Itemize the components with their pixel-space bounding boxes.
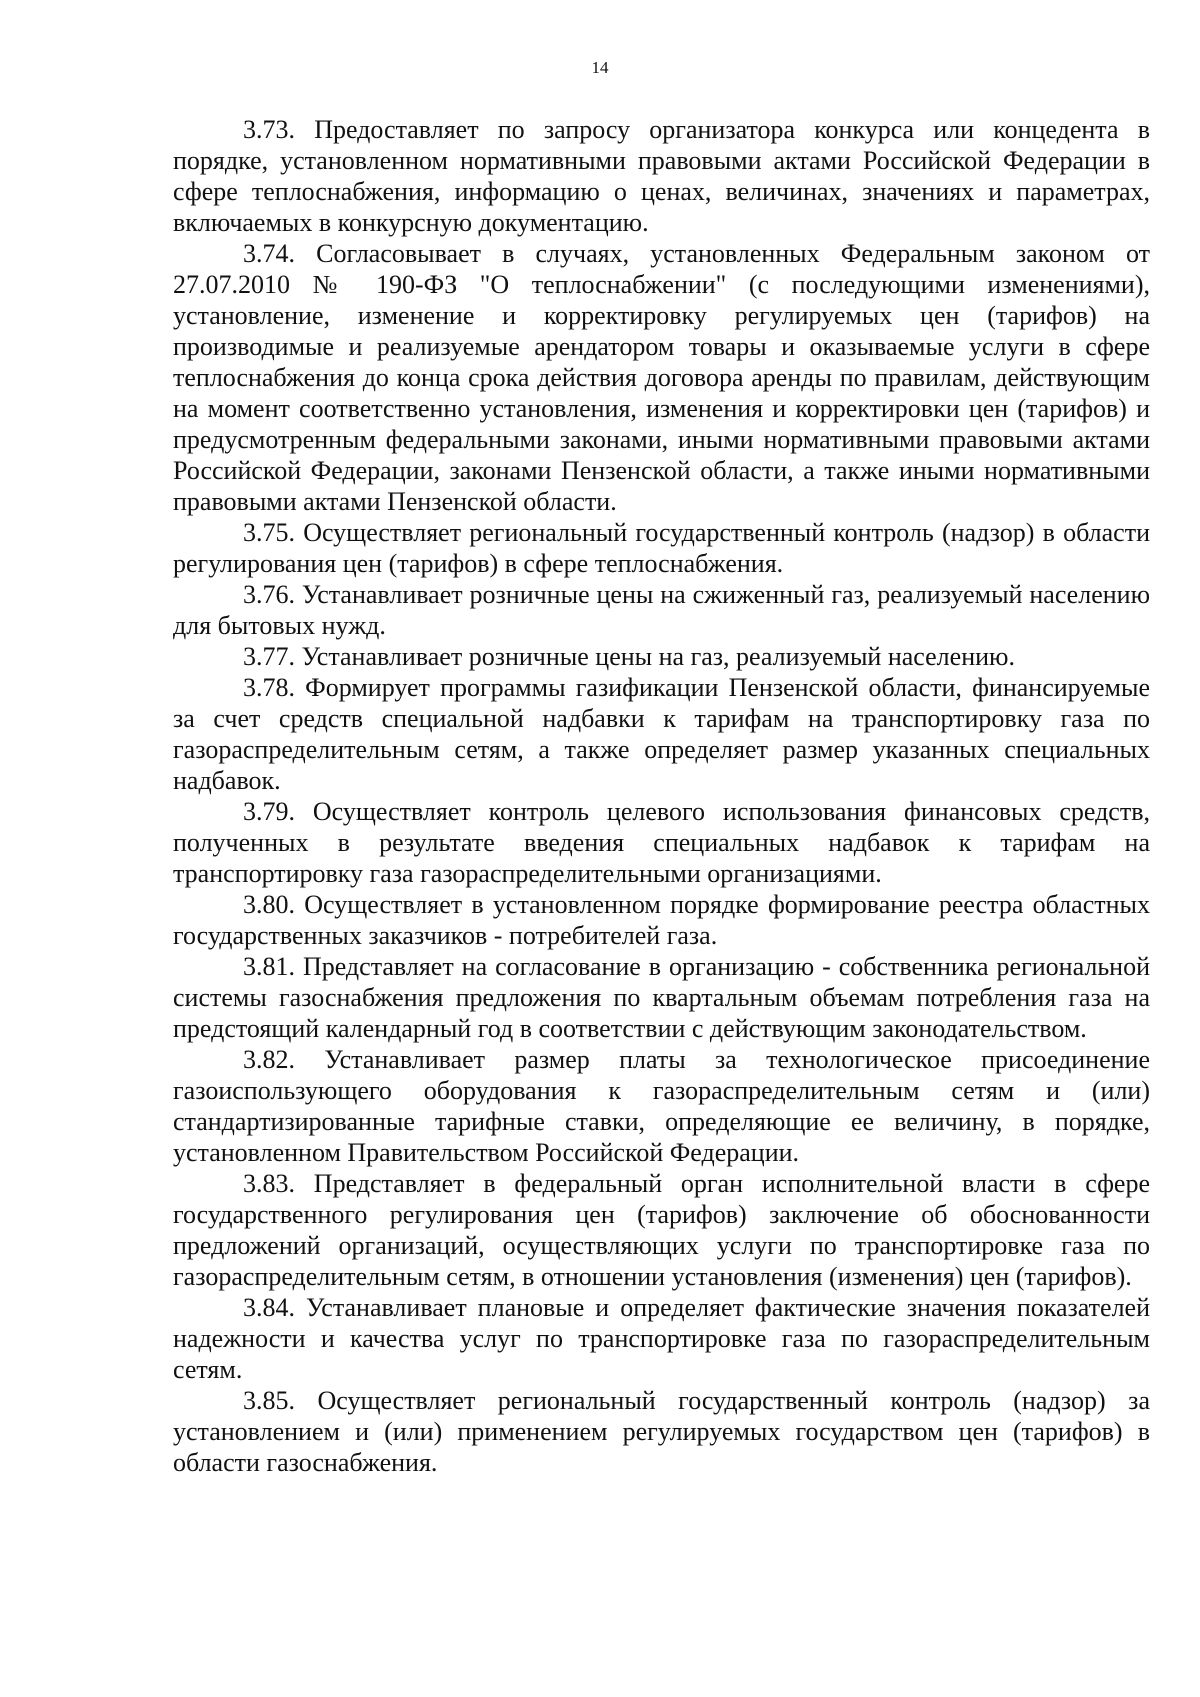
- paragraph-3-84: 3.84. Устанавливает плановые и определяет фактические значения показателей надежности и качества услуг по транспортировке газа по газораспределительным сетям.: [173, 1293, 1150, 1384]
- paragraph-3-80: 3.80. Осуществляет в установленном порядке формирование реестра областных государственных заказчиков - потребителей газа.: [173, 890, 1150, 950]
- paragraph-3-76: 3.76. Устанавливает розничные цены на сжиженный газ, реализуемый населению для бытовых нужд.: [173, 580, 1150, 640]
- paragraph-3-75: 3.75. Осуществляет региональный государственный контроль (надзор) в области регулирования цен (тарифов) в сфере теплоснабжения.: [173, 518, 1150, 578]
- paragraph-3-73: 3.73. Предоставляет по запросу организатора конкурса или концедента в порядке, установленном нормативными правовыми актами Российской Федерации в сфере теплоснабжения, информацию о ценах, величинах, значениях и параметрах, включаемых в конкурсную документацию.: [173, 115, 1150, 237]
- paragraph-3-81: 3.81. Представляет на согласование в организацию - собственника региональной системы газоснабжения предложения по квартальным объемам потребления газа на предстоящий календарный год в соответствии с действующим законодательством.: [173, 952, 1150, 1043]
- paragraph-3-85: 3.85. Осуществляет региональный государственный контроль (надзор) за установлением и (или) применением регулируемых государством цен (тарифов) в области газоснабжения.: [173, 1386, 1150, 1477]
- paragraph-3-74: 3.74. Согласовывает в случаях, установленных Федеральным законом от 27.07.2010 № 190-ФЗ "О теплоснабжении" (с последующими изменениями), установление, изменение и корректировку регулируемых цен (тарифов) на производимые и реализуемые арендатором товары и оказываемые услуги в сфере теплоснабжения до конца срока действия договора аренды по правилам, действующим на момент соответственно установления, изменения и корректировки цен (тарифов) и предусмотренным федеральными законами, иными нормативными правовыми актами Российской Федерации, законами Пензенской области, а также иными нормативными правовыми актами Пензенской области.: [173, 239, 1150, 516]
- paragraph-3-78: 3.78. Формирует программы газификации Пензенской области, финансируемые за счет средств специальной надбавки к тарифам на транспортировку газа по газораспределительным сетям, а также определяет размер указанных специальных надбавок.: [173, 673, 1150, 795]
- paragraph-3-83: 3.83. Представляет в федеральный орган исполнительной власти в сфере государственного регулирования цен (тарифов) заключение об обоснованности предложений организаций, осуществляющих услуги по транспортировке газа по газораспределительным сетям, в отношении установления (изменения) цен (тарифов).: [173, 1169, 1150, 1291]
- paragraph-3-77: 3.77. Устанавливает розничные цены на газ, реализуемый населению.: [243, 642, 1015, 671]
- paragraph-3-79: 3.79. Осуществляет контроль целевого использования финансовых средств, полученных в результате введения специальных надбавок к тарифам на транспортировку газа газораспределительными организациями.: [173, 797, 1150, 888]
- document-body: [173, 114, 1150, 1478]
- paragraph-3-82: 3.82. Устанавливает размер платы за технологическое присоединение газоиспользующего оборудования к газораспределительным сетям и (или) стандартизированные тарифные ставки, определяющие ее величину, в порядке, установленном Правительством Российской Федерации.: [173, 1045, 1150, 1167]
- page-number: 14: [591, 58, 609, 77]
